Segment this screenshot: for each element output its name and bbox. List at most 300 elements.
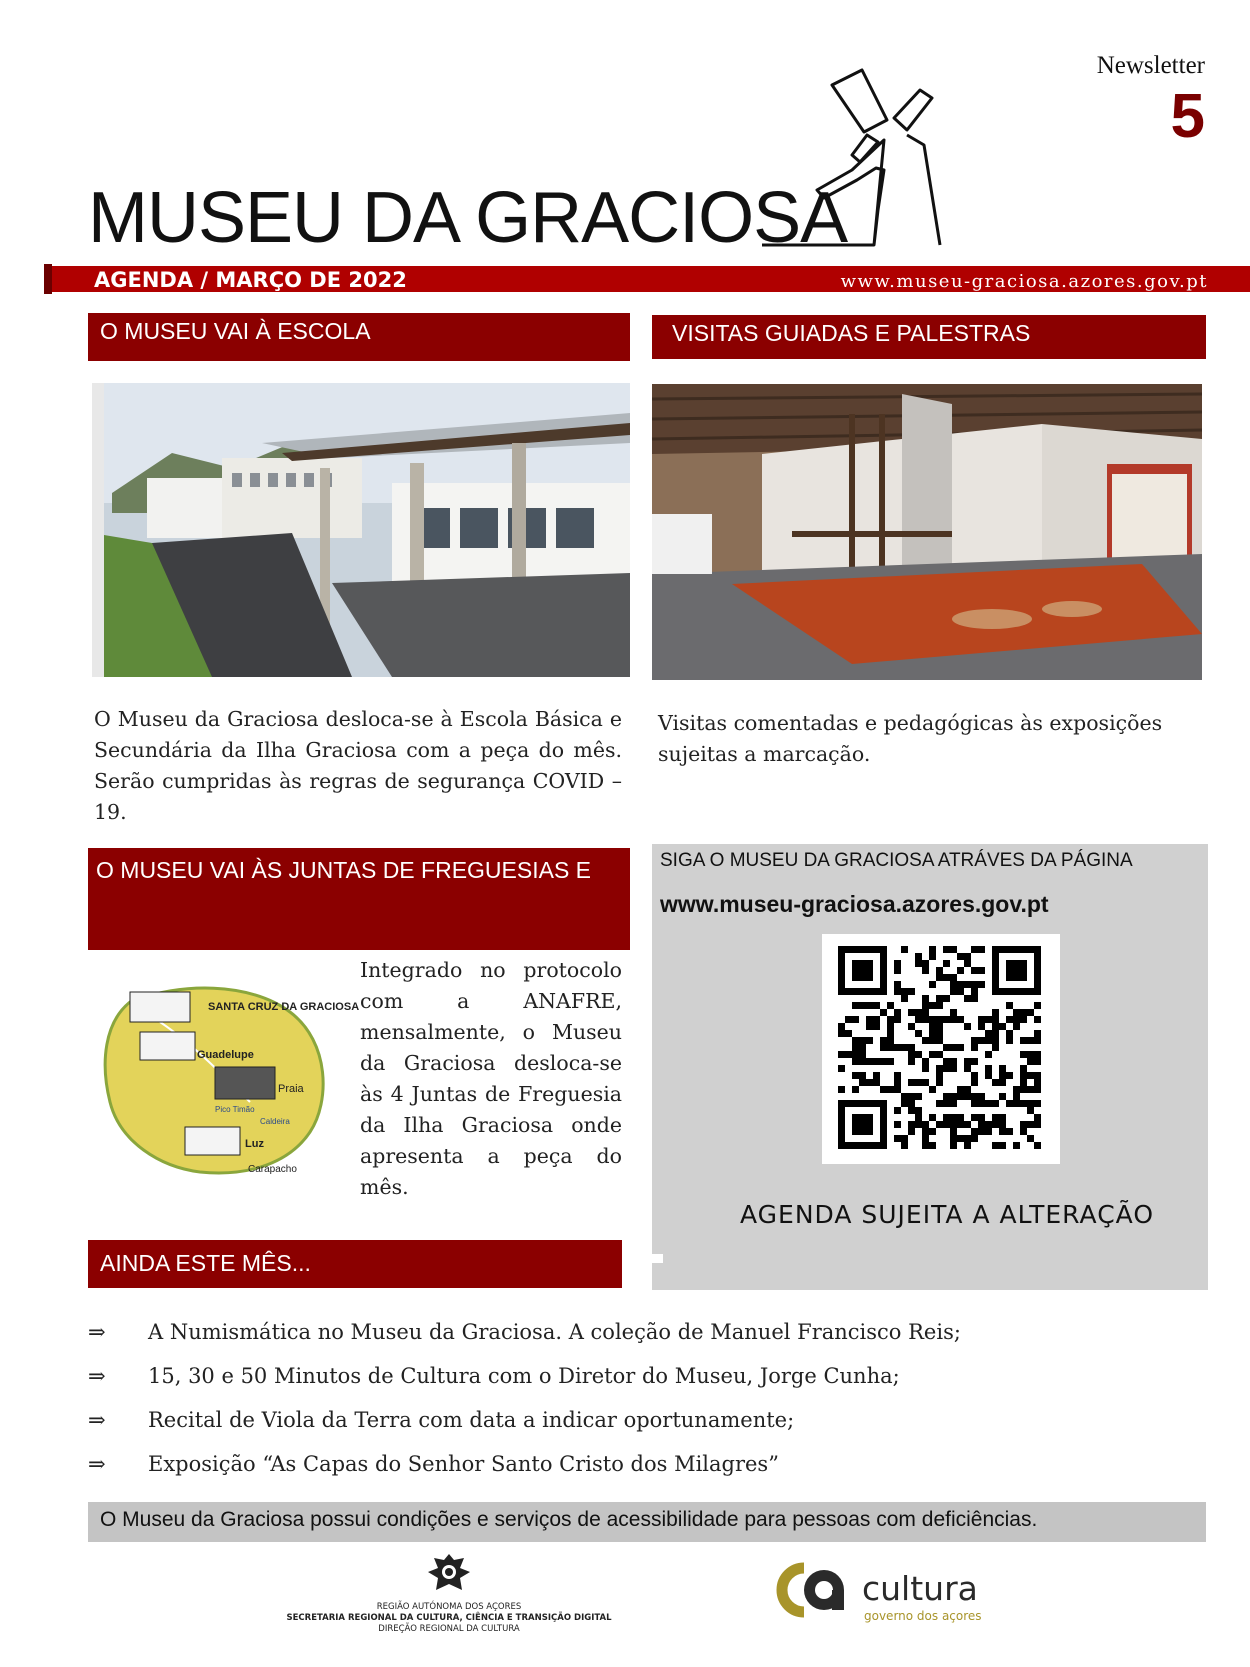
qr-module xyxy=(943,1093,950,1100)
qr-module xyxy=(957,1114,964,1121)
qr-module xyxy=(964,1023,971,1030)
qr-module xyxy=(901,1044,908,1051)
qr-module xyxy=(894,988,901,995)
qr-module xyxy=(971,1114,978,1121)
qr-module xyxy=(894,1135,901,1142)
site-url-link[interactable]: www.museu-graciosa.azores.gov.pt xyxy=(840,271,1208,292)
qr-module xyxy=(943,960,950,967)
juntas-body: Integrado no protocolo com a ANAFRE, mensalmente, o Museu da Graciosa desloca-se às 4 Juntas de Freguesia da Ilha Graciosa onde apresenta a peça do mês. xyxy=(360,958,622,1199)
follow-heading: SIGA O MUSEU DA GRACIOSA ATRÁVES DA PÁGINA xyxy=(660,850,1133,871)
qr-module xyxy=(992,1079,999,1086)
qr-module xyxy=(922,1065,929,1072)
qr-module xyxy=(866,1023,873,1030)
qr-module xyxy=(943,1044,950,1051)
qr-module xyxy=(957,981,964,988)
qr-module xyxy=(999,1023,1006,1030)
qr-module xyxy=(978,967,985,974)
qr-module xyxy=(936,1002,943,1009)
qr-module xyxy=(1034,1037,1041,1044)
qr-module xyxy=(1006,967,1013,974)
qr-module xyxy=(957,1086,964,1093)
qr-module xyxy=(957,1093,964,1100)
school-photo xyxy=(92,383,630,677)
qr-module xyxy=(957,988,964,995)
qr-module xyxy=(1034,953,1041,960)
issue-number: 5 xyxy=(1170,82,1205,151)
arrow-icon: ⇒ xyxy=(88,1452,106,1476)
qr-module xyxy=(1006,974,1013,981)
qr-module xyxy=(887,1086,894,1093)
list-item-text: 15, 30 e 50 Minutos de Cultura com o Diretor do Museu, Jorge Cunha; xyxy=(148,1364,900,1388)
qr-module xyxy=(1006,1016,1013,1023)
qr-module xyxy=(971,1072,978,1079)
qr-module xyxy=(915,1079,922,1086)
qr-module xyxy=(936,974,943,981)
qr-module xyxy=(908,1009,915,1016)
qr-module xyxy=(866,974,873,981)
qr-module xyxy=(971,1135,978,1142)
qr-module xyxy=(859,1079,866,1086)
qr-module xyxy=(922,1058,929,1065)
qr-module xyxy=(978,1100,985,1107)
qr-module xyxy=(1034,1079,1041,1086)
qr-module xyxy=(908,1093,915,1100)
qr-module xyxy=(999,1065,1006,1072)
qr-module xyxy=(866,1016,873,1023)
qr-module xyxy=(936,1016,943,1023)
qr-module xyxy=(950,1044,957,1051)
qr-module xyxy=(880,967,887,974)
gov-line-1: REGIÃO AUTÓNOMA DOS AÇORES xyxy=(376,1602,522,1612)
qr-module xyxy=(908,1121,915,1128)
qr-module xyxy=(880,974,887,981)
list-item xyxy=(88,1320,961,1344)
qr-module xyxy=(1020,1051,1027,1058)
qr-module xyxy=(880,1128,887,1135)
visitas-body: Visitas comentadas e pedagógicas às exposições sujeitas a marcação. xyxy=(658,711,1163,766)
qr-module xyxy=(957,1135,964,1142)
qr-module xyxy=(985,1051,992,1058)
qr-module xyxy=(929,1051,936,1058)
qr-module xyxy=(1027,1009,1034,1016)
qr-module xyxy=(866,1128,873,1135)
qr-module xyxy=(866,1002,873,1009)
qr-module xyxy=(852,1114,859,1121)
qr-module xyxy=(1034,974,1041,981)
qr-module xyxy=(859,1037,866,1044)
qr-module xyxy=(887,1037,894,1044)
qr-module xyxy=(915,1016,922,1023)
qr-module xyxy=(999,1114,1006,1121)
qr-module xyxy=(908,1079,915,1086)
qr-module xyxy=(838,1121,845,1128)
qr-module xyxy=(971,1037,978,1044)
qr-module xyxy=(971,981,978,988)
map-label-santa-cruz: SANTA CRUZ DA GRACIOSA xyxy=(208,1001,360,1013)
qr-module xyxy=(901,988,908,995)
qr-module xyxy=(1027,946,1034,953)
qr-module xyxy=(859,988,866,995)
qr-module xyxy=(999,1072,1006,1079)
qr-module xyxy=(978,1023,985,1030)
qr-module xyxy=(838,960,845,967)
section-heading-visitas xyxy=(652,315,1206,359)
qr-module xyxy=(880,1107,887,1114)
qr-module xyxy=(838,1100,845,1107)
qr-module xyxy=(936,1100,943,1107)
qr-module xyxy=(1013,974,1020,981)
qr-module xyxy=(936,1030,943,1037)
list-item-text: Exposição “As Capas do Senhor Santo Cristo dos Milagres” xyxy=(148,1452,779,1476)
qr-module xyxy=(978,1016,985,1023)
qr-module xyxy=(873,1023,880,1030)
qr-module xyxy=(873,1079,880,1086)
qr-module xyxy=(845,1030,852,1037)
list-item xyxy=(88,1408,794,1432)
masthead-title: MUSEU DA GRACIOSA xyxy=(88,178,848,258)
qr-module xyxy=(992,1100,999,1107)
qr-module xyxy=(999,1121,1006,1128)
qr-module xyxy=(915,960,922,967)
qr-module xyxy=(852,1072,859,1079)
qr-module xyxy=(936,995,943,1002)
qr-module xyxy=(845,1016,852,1023)
qr-module xyxy=(1020,1016,1027,1023)
qr-module xyxy=(929,946,936,953)
section-heading-escola xyxy=(88,313,630,361)
qr-code[interactable] xyxy=(822,934,1060,1164)
qr-module xyxy=(985,1121,992,1128)
qr-module xyxy=(985,1072,992,1079)
qr-module xyxy=(1013,988,1020,995)
qr-module xyxy=(936,1037,943,1044)
qr-module xyxy=(887,1023,894,1030)
qr-module xyxy=(852,1086,859,1093)
qr-module xyxy=(901,946,908,953)
qr-code-icon xyxy=(822,934,1060,1164)
qr-module xyxy=(845,1100,852,1107)
qr-module xyxy=(943,1016,950,1023)
qr-module xyxy=(1034,1058,1041,1065)
qr-module xyxy=(838,1128,845,1135)
qr-module xyxy=(838,1135,845,1142)
qr-module xyxy=(985,1037,992,1044)
qr-module xyxy=(894,1079,901,1086)
qr-module xyxy=(1006,1037,1013,1044)
qr-module xyxy=(880,960,887,967)
qr-module xyxy=(852,1058,859,1065)
qr-module xyxy=(992,981,999,988)
qr-module xyxy=(894,967,901,974)
qr-module xyxy=(1013,1100,1020,1107)
qr-module xyxy=(922,1079,929,1086)
qr-module xyxy=(1027,988,1034,995)
qr-module xyxy=(880,1037,887,1044)
qr-module xyxy=(915,1051,922,1058)
qr-module xyxy=(901,1100,908,1107)
qr-module xyxy=(1013,967,1020,974)
qr-module xyxy=(838,981,845,988)
qr-module xyxy=(866,1121,873,1128)
qr-module xyxy=(936,967,943,974)
agenda-bar-edge xyxy=(44,264,52,294)
qr-module xyxy=(964,953,971,960)
qr-module xyxy=(915,1114,922,1121)
qr-module xyxy=(866,1058,873,1065)
qr-module xyxy=(901,1135,908,1142)
qr-module xyxy=(915,1030,922,1037)
qr-module xyxy=(894,981,901,988)
qr-module xyxy=(1034,981,1041,988)
list-item xyxy=(88,1452,779,1476)
qr-module xyxy=(838,1107,845,1114)
qr-module xyxy=(985,1030,992,1037)
qr-module xyxy=(950,988,957,995)
qr-module xyxy=(887,1058,894,1065)
qr-module xyxy=(1013,1016,1020,1023)
qr-module xyxy=(992,1114,999,1121)
qr-module xyxy=(894,1121,901,1128)
qr-module xyxy=(1027,1037,1034,1044)
qr-module xyxy=(1034,1086,1041,1093)
qr-module xyxy=(1027,1072,1034,1079)
qr-module xyxy=(929,981,936,988)
qr-module xyxy=(957,1044,964,1051)
qr-module xyxy=(985,1016,992,1023)
qr-module xyxy=(929,1016,936,1023)
qr-module xyxy=(866,988,873,995)
qr-module xyxy=(880,981,887,988)
qr-module xyxy=(950,1135,957,1142)
qr-module xyxy=(852,1051,859,1058)
qr-module xyxy=(859,1072,866,1079)
qr-module xyxy=(943,1065,950,1072)
accessibility-note: O Museu da Graciosa possui condições e serviços de acessibilidade para pessoas com deficiências. xyxy=(88,1502,1206,1542)
qr-module xyxy=(985,1128,992,1135)
qr-module xyxy=(1034,1100,1041,1107)
qr-module xyxy=(852,1142,859,1149)
qr-module xyxy=(908,988,915,995)
qr-module xyxy=(838,953,845,960)
cultura-logo-text: cultura xyxy=(862,1569,978,1608)
qr-module xyxy=(922,1128,929,1135)
qr-module xyxy=(992,988,999,995)
qr-module xyxy=(852,1100,859,1107)
map-label-guadalupe: Guadelupe xyxy=(197,1049,254,1061)
map-label-caldeira: Caldeira xyxy=(260,1117,290,1126)
qr-module xyxy=(838,946,845,953)
qr-module xyxy=(1006,1072,1013,1079)
qr-module xyxy=(880,988,887,995)
qr-module xyxy=(964,995,971,1002)
qr-module xyxy=(859,1002,866,1009)
cultura-logo-icon xyxy=(770,1560,860,1620)
qr-module xyxy=(1027,1058,1034,1065)
qr-module xyxy=(971,988,978,995)
qr-module xyxy=(1006,1128,1013,1135)
qr-module xyxy=(866,1100,873,1107)
section-heading-ainda xyxy=(88,1240,622,1288)
gov-line-2: SECRETARIA REGIONAL DA CULTURA, CIÊNCIA E TRANSIÇÃO DIGITAL xyxy=(286,1613,612,1623)
qr-module xyxy=(971,1093,978,1100)
qr-module xyxy=(950,1128,957,1135)
qr-module xyxy=(880,1142,887,1149)
qr-module xyxy=(880,1009,887,1016)
qr-module xyxy=(964,1135,971,1142)
qr-module xyxy=(922,1002,929,1009)
qr-module xyxy=(1020,974,1027,981)
qr-module xyxy=(880,953,887,960)
qr-module xyxy=(852,1002,859,1009)
qr-module xyxy=(943,1121,950,1128)
qr-module xyxy=(1027,1135,1034,1142)
qr-module xyxy=(852,1128,859,1135)
qr-module xyxy=(852,946,859,953)
qr-module xyxy=(852,967,859,974)
qr-module xyxy=(936,1023,943,1030)
qr-module xyxy=(873,1072,880,1079)
qr-module xyxy=(859,967,866,974)
qr-module xyxy=(1034,1114,1041,1121)
qr-module xyxy=(852,1037,859,1044)
qr-module xyxy=(999,988,1006,995)
qr-module xyxy=(922,1142,929,1149)
qr-module xyxy=(845,988,852,995)
qr-module xyxy=(908,1058,915,1065)
qr-module xyxy=(1034,988,1041,995)
qr-module xyxy=(985,1065,992,1072)
qr-module xyxy=(922,995,929,1002)
qr-module xyxy=(859,1051,866,1058)
qr-module xyxy=(845,1051,852,1058)
qr-module xyxy=(992,1037,999,1044)
qr-module xyxy=(838,988,845,995)
qr-module xyxy=(859,1114,866,1121)
qr-module xyxy=(1034,1121,1041,1128)
qr-module xyxy=(852,1016,859,1023)
qr-module xyxy=(873,946,880,953)
follow-url-link[interactable]: www.museu-graciosa.azores.gov.pt xyxy=(660,891,1049,917)
qr-module xyxy=(971,1044,978,1051)
qr-module xyxy=(838,1065,845,1072)
qr-module xyxy=(1027,1100,1034,1107)
qr-module xyxy=(1013,1009,1020,1016)
qr-module xyxy=(992,1009,999,1016)
qr-module xyxy=(838,1142,845,1149)
list-item-text: A Numismática no Museu da Graciosa. A coleção de Manuel Francisco Reis; xyxy=(148,1320,961,1344)
qr-module xyxy=(936,1079,943,1086)
qr-module xyxy=(1006,946,1013,953)
qr-module xyxy=(887,1030,894,1037)
qr-module xyxy=(880,1114,887,1121)
qr-module xyxy=(915,1009,922,1016)
qr-module xyxy=(880,1044,887,1051)
qr-module xyxy=(866,1079,873,1086)
qr-module xyxy=(922,1121,929,1128)
qr-module xyxy=(915,1121,922,1128)
qr-module xyxy=(915,953,922,960)
agenda-notice: AGENDA SUJEITA A ALTERAÇÃO xyxy=(740,1200,1155,1229)
qr-module xyxy=(880,1058,887,1065)
qr-module xyxy=(1020,988,1027,995)
qr-module xyxy=(859,960,866,967)
qr-module xyxy=(964,1058,971,1065)
qr-module xyxy=(852,960,859,967)
qr-module xyxy=(950,1009,957,1016)
qr-module xyxy=(950,1114,957,1121)
qr-module xyxy=(1020,946,1027,953)
qr-module xyxy=(936,1051,943,1058)
qr-module xyxy=(929,1114,936,1121)
qr-module xyxy=(971,1079,978,1086)
qr-module xyxy=(859,1058,866,1065)
qr-module xyxy=(943,1114,950,1121)
newsletter-label: Newsletter xyxy=(1096,52,1205,79)
exhibition-photo xyxy=(652,384,1202,680)
qr-module xyxy=(1034,1072,1041,1079)
qr-module xyxy=(852,974,859,981)
qr-module xyxy=(1020,1072,1027,1079)
qr-module xyxy=(1020,1009,1027,1016)
qr-module xyxy=(838,1086,845,1093)
qr-module xyxy=(943,974,950,981)
qr-module xyxy=(978,1128,985,1135)
qr-module xyxy=(1020,960,1027,967)
qr-module xyxy=(978,981,985,988)
qr-module xyxy=(950,974,957,981)
qr-module xyxy=(1027,1051,1034,1058)
arrow-icon: ⇒ xyxy=(88,1320,106,1344)
qr-module xyxy=(964,1086,971,1093)
qr-module xyxy=(950,1065,957,1072)
qr-module xyxy=(922,1135,929,1142)
qr-module xyxy=(1013,1086,1020,1093)
qr-module xyxy=(1034,1051,1041,1058)
escola-body: O Museu da Graciosa desloca-se à Escola Básica e Secundária da Ilha Graciosa com a peça do mês. Serão cumpridas às regras de segurança COVID –19. xyxy=(94,707,622,824)
qr-module xyxy=(1006,988,1013,995)
qr-module xyxy=(943,1100,950,1107)
qr-module xyxy=(894,1016,901,1023)
section-heading-visitas-text: VISITAS GUIADAS E PALESTRAS xyxy=(672,320,1031,346)
qr-module xyxy=(943,1058,950,1065)
qr-module xyxy=(1027,1107,1034,1114)
qr-module xyxy=(992,974,999,981)
qr-module xyxy=(929,1128,936,1135)
qr-module xyxy=(838,1114,845,1121)
qr-module xyxy=(929,1030,936,1037)
qr-module xyxy=(838,974,845,981)
qr-module xyxy=(1034,1016,1041,1023)
list-item-text: Recital de Viola da Terra com data a indicar oportunamente; xyxy=(148,1408,795,1432)
qr-module xyxy=(999,1142,1006,1149)
qr-module xyxy=(894,1107,901,1114)
qr-module xyxy=(894,1009,901,1016)
qr-module xyxy=(964,1121,971,1128)
qr-module xyxy=(971,995,978,1002)
qr-module xyxy=(838,1051,845,1058)
qr-module xyxy=(894,1044,901,1051)
qr-module xyxy=(1020,1037,1027,1044)
qr-module xyxy=(866,967,873,974)
qr-module xyxy=(1020,1079,1027,1086)
section-heading-ainda-text: AINDA ESTE MÊS... xyxy=(100,1250,311,1276)
qr-module xyxy=(873,1100,880,1107)
qr-module xyxy=(936,1121,943,1128)
qr-module xyxy=(929,1037,936,1044)
qr-module xyxy=(999,946,1006,953)
qr-module xyxy=(1020,1086,1027,1093)
qr-module xyxy=(999,1128,1006,1135)
